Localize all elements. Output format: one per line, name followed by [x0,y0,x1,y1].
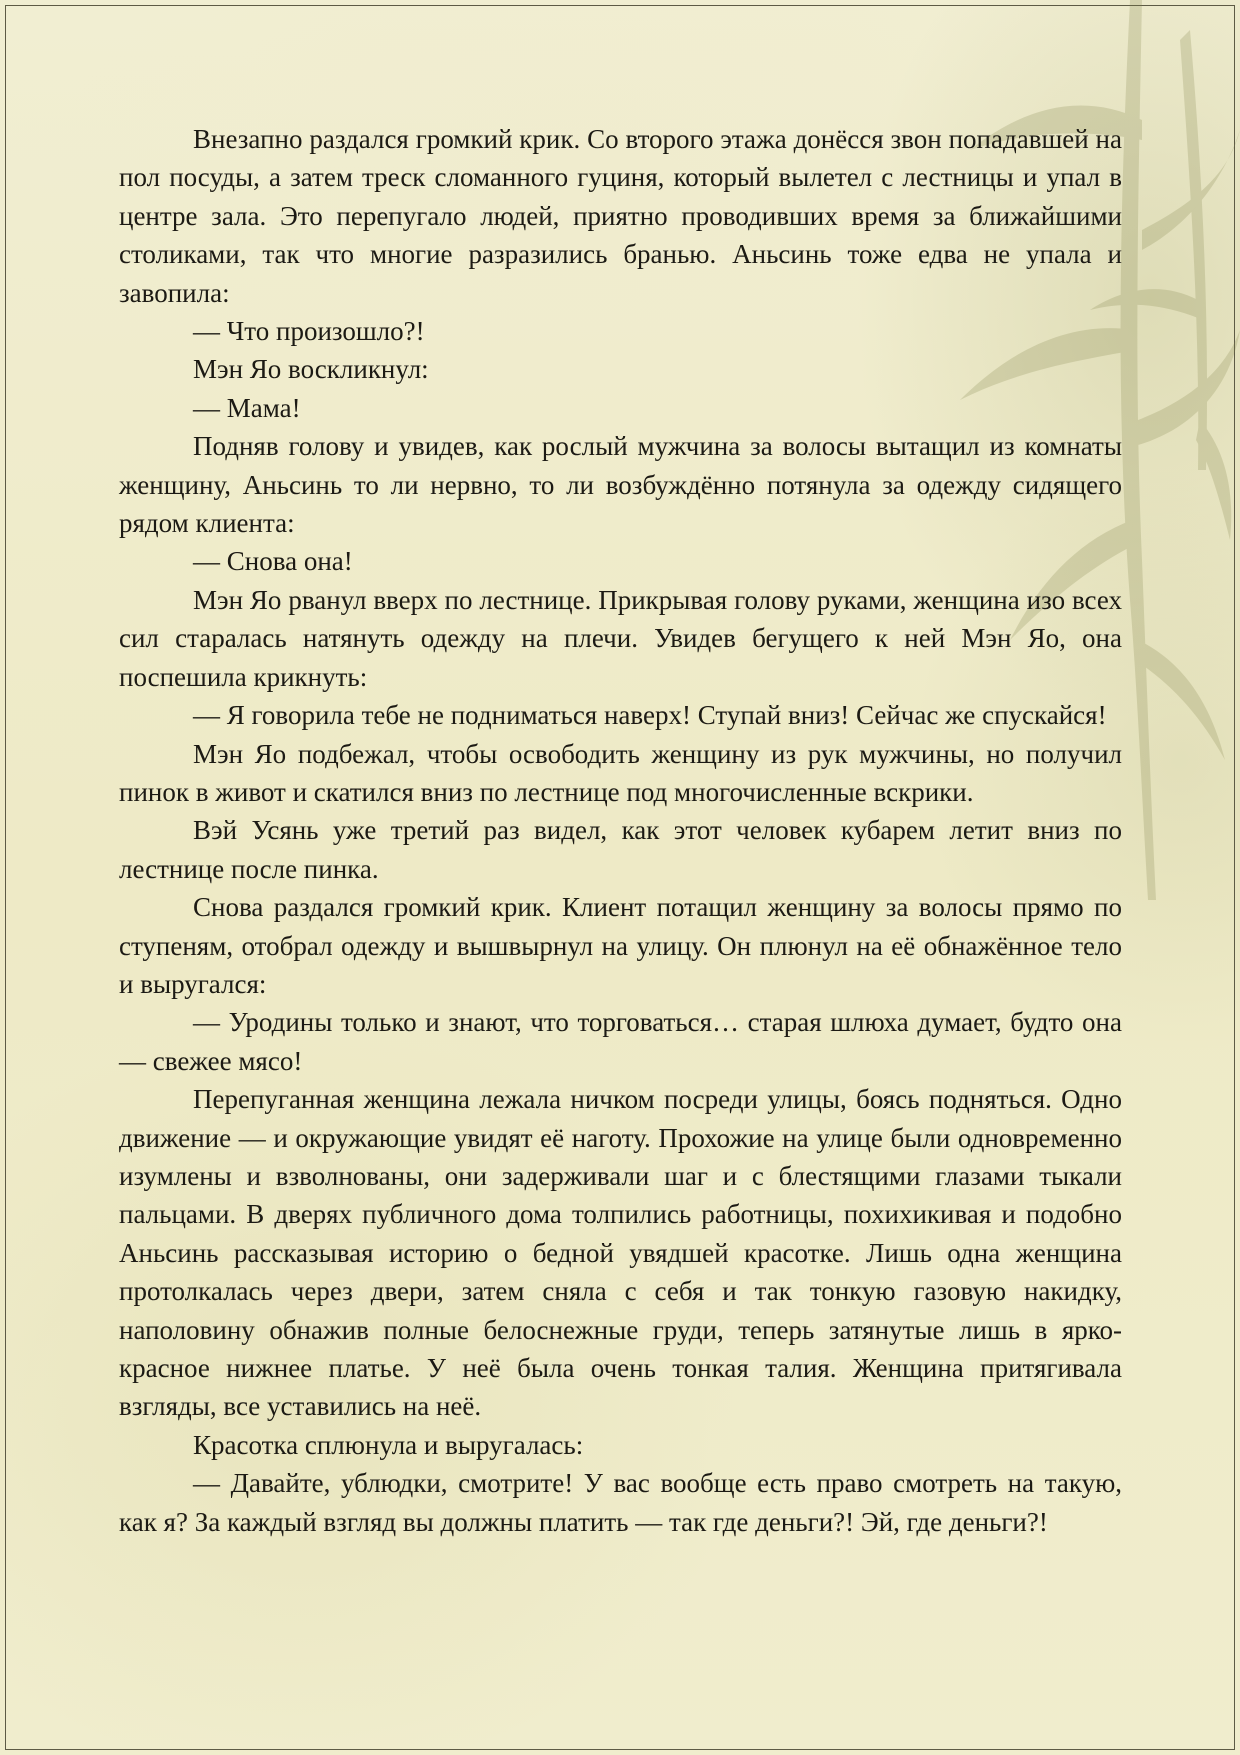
paragraph: Мэн Яо подбежал, чтобы освободить женщину из рук мужчины, но получил пинок в живот и скатился вниз по лестнице под многочисленные вскрики. [119,738,1122,807]
dialogue-line: — Давайте, ублюдки, смотрите! У вас вообще есть право смотреть на такую, как я? За каждый взгляд вы должны платить — так где деньги?! Эй, где деньги?! [119,1468,1122,1537]
dialogue-line: — Уродины только и знают, что торговаться… старая шлюха думает, будто она — свежее мясо! [119,1007,1122,1076]
paragraph: Мэн Яо рванул вверх по лестнице. Прикрывая голову руками, женщина изо всех сил старалась натянуть одежду на плечи. Увидев бегущего к ней Мэн Яо, она поспешила крикнуть: [119,584,1122,692]
paragraph: Подняв голову и увидев, как рослый мужчина за волосы вытащил из комнаты женщину, Аньсинь то ли нервно, то ли возбуждённо потянула за одежду сидящего рядом клиента: [119,431,1122,539]
dialogue-line: — Что произошло?! [193,316,425,347]
paragraph: Снова раздался громкий крик. Клиент потащил женщину за волосы прямо по ступеням, отобрал одежду и вышвырнул на улицу. Он плюнул на её обнажённое тело и выругался: [119,892,1122,999]
paragraph: Мэн Яо воскликнул: [193,354,429,385]
dialogue-line: — Я говорила тебе не подниматься наверх! Ступай вниз! Сейчас же спускайся! [193,700,1107,731]
dialogue-line: — Снова она! [193,546,353,577]
paragraph: Вэй Усянь уже третий раз видел, как этот человек кубарем летит вниз по лестнице после пинка. [119,815,1122,884]
chapter-text [119,120,1122,1541]
dialogue-line: — Мама! [193,392,301,423]
paragraph: Внезапно раздался громкий крик. Со второго этажа донёсся звон попадавшей на пол посуды, а затем треск сломанного гуциня, который вылетел с лестницы и упал в центре зала. Это перепугало людей, приятно проводивших время за ближайшими столиками, так что многие разразились бранью. Аньсинь тоже едва не упала и завопила: [119,124,1122,308]
paragraph: Перепуганная женщина лежала ничком посреди улицы, боясь подняться. Одно движение — и окружающие увидят её наготу. Прохожие на улице были одновременно изумлены и взволнованы, они задерживали шаг и с блестящими глазами тыкали пальцами. В дверях публичного дома толпились работницы, похихикивая и подобно Аньсинь рассказывая историю о бедной увядшей красотке. Лишь одна женщина протолкалась через двери, затем сняла с себя и так тонкую газовую накидку, наполовину обнажив полные белоснежные груди, теперь затянутые лишь в ярко-красное нижнее платье. У неё была очень тонкая талия. Женщина притягивала взгляды, все уставились на неё. [119,1084,1122,1422]
paragraph: Красотка сплюнула и выругалась: [193,1429,584,1460]
